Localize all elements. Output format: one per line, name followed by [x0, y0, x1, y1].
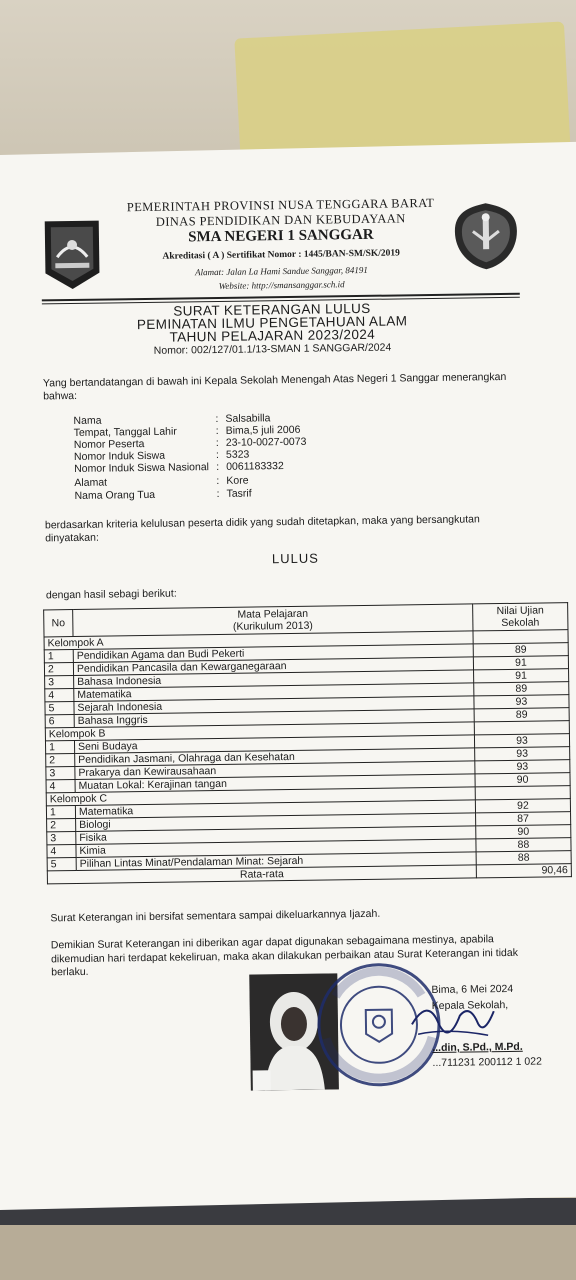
signatory-name: ...din, S.Pd., M.Pd.: [432, 1040, 523, 1055]
col-subject-label: Mata Pelajaran: [237, 607, 309, 621]
signatory-nip: ...711231 200112 1 022: [432, 1055, 542, 1070]
field-colon: :: [216, 474, 220, 488]
col-subject-curriculum: (Kurikulum 2013): [232, 619, 313, 633]
field-value-birth: Bima,5 juli 2006: [225, 423, 301, 437]
row-subject: Pendidikan Agama dan Budi Pekerti: [73, 644, 473, 663]
school-name: SMA NEGERI 1 SANGGAR: [188, 226, 374, 246]
row-score: 89: [474, 682, 569, 696]
row-subject: Pilihan Lintas Minat/Pendalaman Minat: Sejarah: [76, 852, 476, 871]
school-website: Website: http://smansanggar.sch.id: [218, 279, 345, 291]
field-colon: :: [216, 460, 220, 474]
doc-title-line-3: TAHUN PELAJARAN 2023/2024: [169, 326, 376, 345]
row-no: 3: [45, 676, 74, 689]
row-score: 93: [474, 695, 569, 709]
field-label-address: Alamat: [74, 476, 108, 489]
row-no: 5: [47, 858, 76, 871]
row-subject: Biologi: [76, 813, 476, 832]
doc-number: Nomor: 002/127/01.1/13-SMAN 1 SANGGAR/2024: [153, 341, 392, 357]
header-line-2: DINAS PENDIDIKAN DAN KEBUDAYAAN: [155, 211, 406, 229]
doc-title-line-1: SURAT KETERANGAN LULUS: [173, 300, 371, 319]
field-label-birth: Tempat, Tanggal Lahir: [73, 425, 177, 439]
row-subject: Kimia: [76, 839, 476, 858]
row-score: 89: [474, 708, 569, 722]
field-label-participant-number: Nomor Peserta: [73, 438, 145, 451]
graduation-status: LULUS: [271, 550, 320, 567]
group-score-empty: [475, 786, 570, 800]
school-emblem-icon: [452, 201, 519, 272]
field-value-nisn: 0061183332: [226, 460, 284, 473]
field-colon: :: [216, 487, 220, 501]
group-label: Kelompok B: [45, 722, 474, 741]
row-subject: Matematika: [74, 683, 474, 702]
field-value-name: Salsabilla: [225, 412, 271, 425]
intro-paragraph: Yang bertandatangan di bawah ini Kepala Sekolah Menengah Atas Negeri 1 Sanggar menerangkan bahwa:: [42, 370, 507, 403]
average-value: 90,46: [476, 864, 571, 878]
row-subject: Seni Budaya: [74, 735, 474, 754]
row-subject: Pendidikan Jasmani, Olahraga dan Kesehatan: [75, 748, 475, 767]
background-floor: [0, 1225, 576, 1280]
row-score: 91: [474, 669, 569, 683]
field-colon: :: [215, 436, 219, 450]
row-subject: Bahasa Inggris: [74, 709, 474, 728]
row-no: 3: [47, 832, 76, 845]
row-score: 88: [476, 838, 571, 852]
row-subject: Matematika: [75, 800, 475, 819]
row-subject: Prakarya dan Kewirausahaan: [75, 761, 475, 780]
col-score-label: Nilai Ujian: [496, 604, 544, 618]
field-colon: :: [215, 412, 219, 426]
group-score-empty: [474, 721, 569, 735]
row-subject: Pendidikan Pancasila dan Kewarganegaraan: [73, 657, 473, 676]
closing-paragraph: Demikian Surat Keterangan ini diberikan agar dapat digunakan sebagaimana mestinya, apabila dikemudian hari terdapat kekeliruan, maka akan dilakukan perbaikan atau Surat Keterangan ini tidak berlaku.: [50, 933, 519, 979]
field-value-nis: 5323: [225, 448, 250, 461]
col-no: No: [44, 610, 73, 637]
row-subject: Fisika: [76, 826, 476, 845]
group-label: Kelompok C: [46, 787, 475, 806]
grades-table: [43, 602, 572, 884]
row-no: 2: [46, 754, 75, 767]
row-no: 4: [45, 689, 74, 702]
field-colon: :: [215, 424, 219, 438]
row-no: 6: [45, 715, 74, 728]
field-label-nis: Nomor Induk Siswa: [73, 449, 166, 463]
row-subject: Sejarah Indonesia: [74, 696, 474, 715]
row-subject: Muatan Lokal: Kerajinan tangan: [75, 774, 475, 793]
row-no: 1: [44, 650, 73, 663]
field-value-address: Kore: [226, 474, 249, 487]
row-no: 4: [46, 780, 75, 793]
row-score: 90: [475, 773, 570, 787]
group-score-empty: [473, 630, 568, 644]
row-no: 4: [47, 845, 76, 858]
field-label-parent: Nama Orang Tua: [74, 488, 156, 502]
row-score: 91: [473, 656, 568, 670]
row-no: 2: [44, 663, 73, 676]
field-value-parent: Tasrif: [226, 487, 252, 500]
temporary-note: Surat Keterangan ini bersifat sementara sampai dikeluarkannya Ijazah.: [50, 907, 381, 925]
row-subject: Bahasa Indonesia: [74, 670, 474, 689]
row-no: 3: [46, 767, 75, 780]
document: [0, 162, 576, 1200]
school-address: Alamat: Jalan La Hami Sandue Sanggar, 84191: [195, 264, 368, 278]
result-intro: dengan hasil sebagi berikut:: [45, 587, 177, 602]
field-label-nisn: Nomor Induk Siswa Nasional: [74, 461, 210, 475]
field-value-participant-number: 23-10-0027-0073: [225, 435, 307, 449]
col-score: [473, 603, 568, 631]
doc-title-line-2: PEMINATAN ILMU PENGETAHUAN ALAM: [136, 313, 408, 333]
row-no: 1: [45, 741, 74, 754]
signature-place-date: Bima, 6 Mei 2024: [431, 982, 514, 997]
row-score: 93: [475, 760, 570, 774]
header-line-1: PEMERINTAH PROVINSI NUSA TENGGARA BARAT: [126, 195, 435, 215]
row-no: 2: [47, 819, 76, 832]
signature-title: Kepala Sekolah,: [431, 998, 509, 1013]
row-score: 93: [475, 747, 570, 761]
row-no: 5: [45, 702, 74, 715]
field-colon: :: [215, 448, 220, 462]
row-score: 92: [475, 799, 570, 813]
group-label: Kelompok A: [44, 631, 473, 650]
row-score: 88: [476, 851, 571, 865]
row-score: 89: [473, 643, 568, 657]
row-score: 87: [476, 812, 571, 826]
accreditation: Akreditasi ( A ) Sertifikat Nomor : 1445/BAN-SM/SK/2019: [162, 248, 400, 262]
province-emblem-icon: [41, 217, 104, 294]
letterhead: [40, 192, 541, 299]
row-score: 90: [476, 825, 571, 839]
row-score: 93: [474, 734, 569, 748]
field-label-name: Nama: [73, 414, 102, 427]
average-label: Rata-rata: [47, 865, 476, 884]
criteria-paragraph: berdasarkan kriteria kelulusan peserta didik yang sudah ditetapkan, maka yang bersangkutan dinyatakan:: [44, 513, 480, 545]
row-no: 1: [46, 806, 75, 819]
col-score-sublabel: Sekolah: [501, 616, 540, 630]
